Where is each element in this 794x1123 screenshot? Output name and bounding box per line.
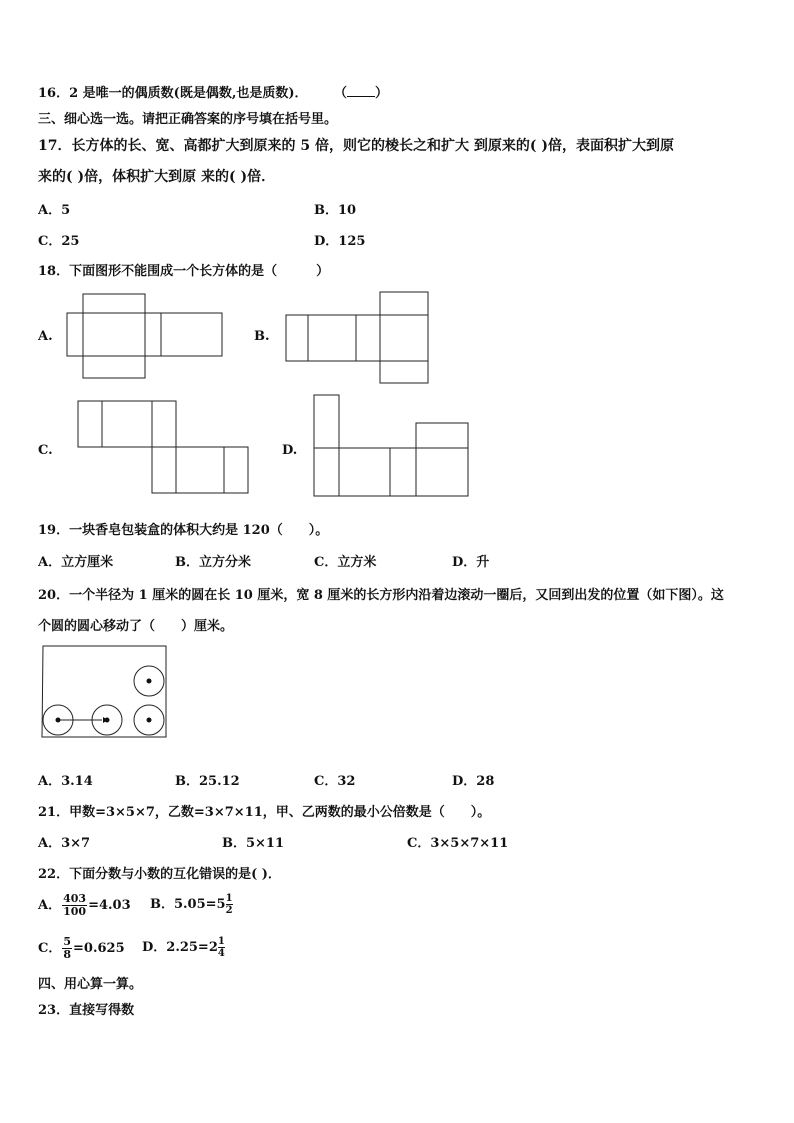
q17-option-c[interactable]: C．25 (38, 234, 80, 249)
q20-line2: 个圆的圆心移动了（ ）厘米。 (38, 619, 234, 634)
q17-option-d[interactable]: D．125 (314, 234, 366, 249)
q18-label-a[interactable]: A. (38, 329, 53, 344)
q21-option-c[interactable]: C．3×5×7×11 (407, 836, 509, 851)
q18-label-c[interactable]: C. (38, 443, 53, 458)
q18-net-c (76, 400, 252, 496)
q22-a-result: =4.03 (88, 898, 131, 913)
q20-option-b[interactable]: B．25.12 (175, 774, 240, 789)
q20-option-d[interactable]: D．28 (452, 774, 495, 789)
q16-paren-open: （ (334, 86, 348, 101)
q17-option-b[interactable]: B．10 (314, 203, 357, 218)
q21-option-b[interactable]: B．5×11 (222, 836, 285, 851)
q16-answer-blank[interactable] (347, 85, 375, 97)
q22-option-a[interactable] (38, 893, 131, 918)
q22-d-label: D．2.25=2 (142, 940, 218, 955)
q22-d-fraction: $\frac{1}{4}$ (217, 936, 225, 959)
q19-option-c[interactable]: C．立方米 (314, 555, 377, 570)
q22-a-label: A． (38, 898, 62, 913)
q21-option-a[interactable]: A．3×7 (38, 836, 91, 851)
q22-b-label: B．5.05=5 (150, 897, 226, 912)
q17-line1: 17．长方体的长、宽、高都扩大到原来的 5 倍，则它的棱长之和扩大 到原来的( )倍，表面积扩大到原 (38, 138, 674, 154)
q22-c-fraction: $\frac{5}{8}$ (63, 935, 72, 961)
q22-b-fraction: $\frac{1}{2}$ (225, 893, 233, 916)
section-4-heading: 四、用心算一算。 (38, 977, 143, 992)
q18-stem: 18．下面图形不能围成一个长方体的是（ ） (38, 264, 330, 279)
q18-label-b[interactable]: B. (254, 329, 270, 344)
q23-stem: 23．直接写得数 (38, 1003, 135, 1018)
q17-line2: 来的( )倍，体积扩大到原 来的( )倍． (38, 169, 276, 185)
q22-c-label: C． (38, 941, 62, 956)
q20-rolling-circle-figure (40, 644, 170, 740)
q16-text: 16．2 是唯一的偶质数(既是偶数,也是质数)． (38, 86, 308, 101)
q22-a-fraction: $\frac{403}{100}$ (63, 892, 87, 918)
section-3-heading: 三、细心选一选。请把正确答案的序号填在括号里。 (38, 112, 338, 127)
q22-option-c[interactable] (38, 936, 125, 961)
q19-option-b[interactable]: B．立方分米 (175, 555, 251, 570)
q18-net-b (284, 291, 432, 385)
q20-option-a[interactable]: A．3.14 (38, 774, 93, 789)
q22-c-result: =0.625 (73, 941, 125, 956)
q16-line (38, 82, 388, 101)
q22-option-b[interactable] (150, 893, 233, 916)
q18-net-a (66, 293, 226, 381)
q20-option-c[interactable]: C．32 (314, 774, 356, 789)
q18-net-d (312, 393, 472, 499)
q22-option-d[interactable] (142, 936, 225, 959)
q18-label-d[interactable]: D. (282, 443, 298, 458)
q19-option-a[interactable]: A．立方厘米 (38, 555, 114, 570)
q22-stem: 22．下面分数与小数的互化错误的是( )． (38, 867, 281, 882)
q19-stem: 19．一块香皂包装盒的体积大约是 120（ ）。 (38, 523, 329, 538)
q16-paren-close: ） (375, 86, 389, 101)
q17-option-a[interactable]: A．5 (38, 203, 71, 218)
q21-stem: 21．甲数=3×5×7，乙数=3×7×11，甲、乙两数的最小公倍数是（ ）。 (38, 805, 491, 820)
q20-line1: 20．一个半径为 1 厘米的圆在长 10 厘米，宽 8 厘米的长方形内沿着边滚动一圈后，又回到出发的位置（如下图）。这 (38, 588, 724, 603)
q19-option-d[interactable]: D．升 (452, 555, 490, 570)
